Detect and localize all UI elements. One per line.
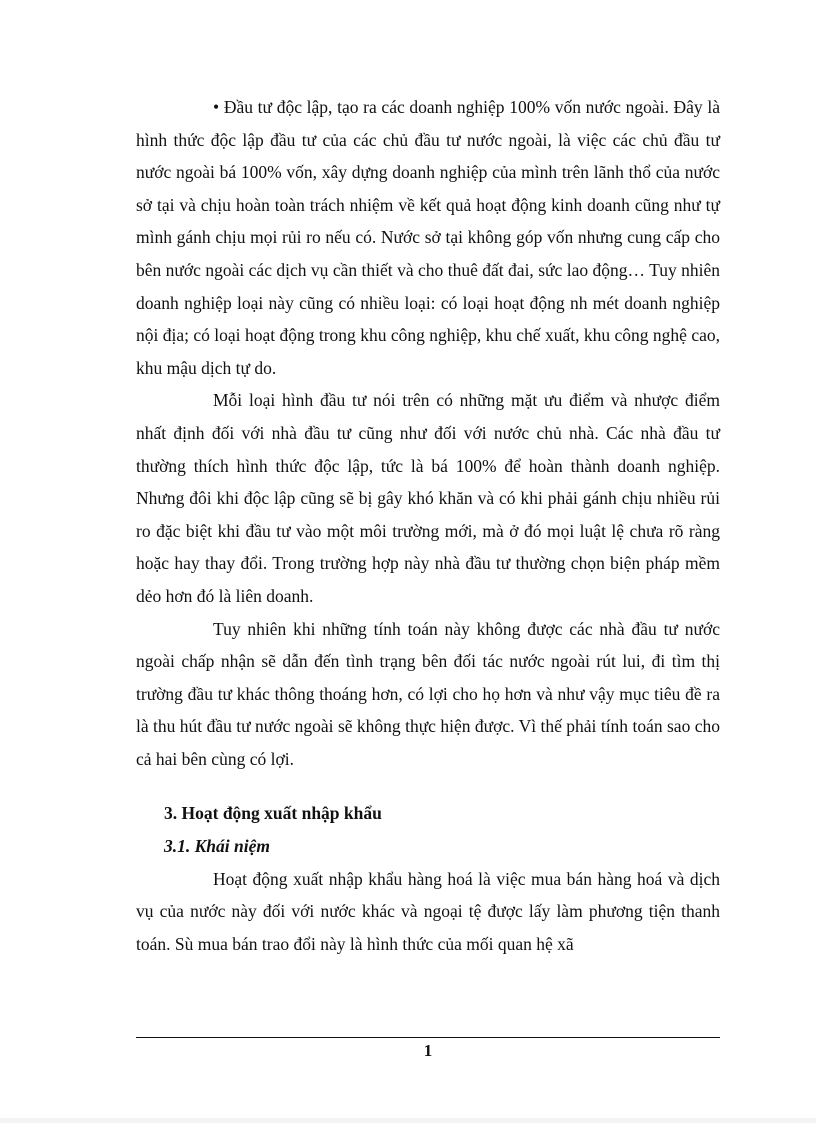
page-bottom-edge bbox=[0, 1118, 816, 1123]
footer-divider bbox=[136, 1037, 720, 1038]
paragraph-calculation: Tuy nhiên khi những tính toán này không được các nhà đầu tư nước ngoài chấp nhận sẽ dẫn đến tình trạng bên đối tác nước ngoài rút lui, đi tìm thị trường đầu tư khác thông thoáng hơn, có lợi cho họ hơn và như vậy mục tiêu đề ra là thu hút đầu tư nước ngoài sẽ không thực hiện được. Vì thế phải tính toán sao cho cả hai bên cùng có lợi. bbox=[136, 618, 720, 769]
subsection-heading: 3.1. Khái niệm bbox=[164, 836, 270, 857]
paragraph-pros-cons: Mỗi loại hình đầu tư nói trên có những mặt ưu điểm và nhược điểm nhất định đối với nhà đầu tư cũng như đối với nước chủ nhà. Các nhà đầu tư thường thích hình thức độc lập, tức là bá 100% để hoàn thành doanh nghiệp. Nhưng đôi khi độc lập cũng sẽ bị gây khó khăn và có khi phải gánh chịu nhiều rủi ro đặc biệt khi đầu tư vào một môi trường mới, mà ở đó mọi luật lệ chưa rõ ràng hoặc hay thay đổi. Trong trường hợp này nhà đầu tư thường chọn biện pháp mềm dẻo hơn đó là liên doanh. bbox=[136, 390, 720, 606]
section-heading: 3. Hoạt động xuất nhập khẩu bbox=[164, 803, 382, 824]
paragraph-foreign-investment: • Đầu tư độc lập, tạo ra các doanh nghiệp 100% vốn nước ngoài. Đây là hình thức độc lập đầu tư của các chủ đầu tư nước ngoài, là việc các chủ đầu tư nước ngoài bá 100% vốn, xây dựng doanh nghiệp của mình trên lãnh thổ của nước sở tại và chịu hoàn toàn trách nhiệm về kết quả hoạt động kinh doanh cũng như tự mình gánh chịu mọi rủi ro nếu có. Nước sở tại không góp vốn nhưng cung cấp cho bên nước ngoài các dịch vụ cần thiết và cho thuê đất đai, sức lao động… Tuy nhiên doanh nghiệp loại này cũng có nhiều loại: có loại hoạt động nh mét doanh nghiệp nội địa; có loại hoạt động trong khu công nghiệp, khu chế xuất, khu công nghệ cao, khu mậu dịch tự do. bbox=[136, 97, 720, 378]
paragraph-import-export: Hoạt động xuất nhập khẩu hàng hoá là việc mua bán hàng hoá và dịch vụ của nước này đối với nước khác và ngoại tệ được lấy làm phương tiện thanh toán. Sù mua bán trao đổi này là hình thức của mối quan hệ xã bbox=[136, 868, 720, 954]
page-body bbox=[136, 91, 720, 960]
page-number: 1 bbox=[423, 1041, 433, 1060]
section-spacer bbox=[136, 775, 720, 797]
